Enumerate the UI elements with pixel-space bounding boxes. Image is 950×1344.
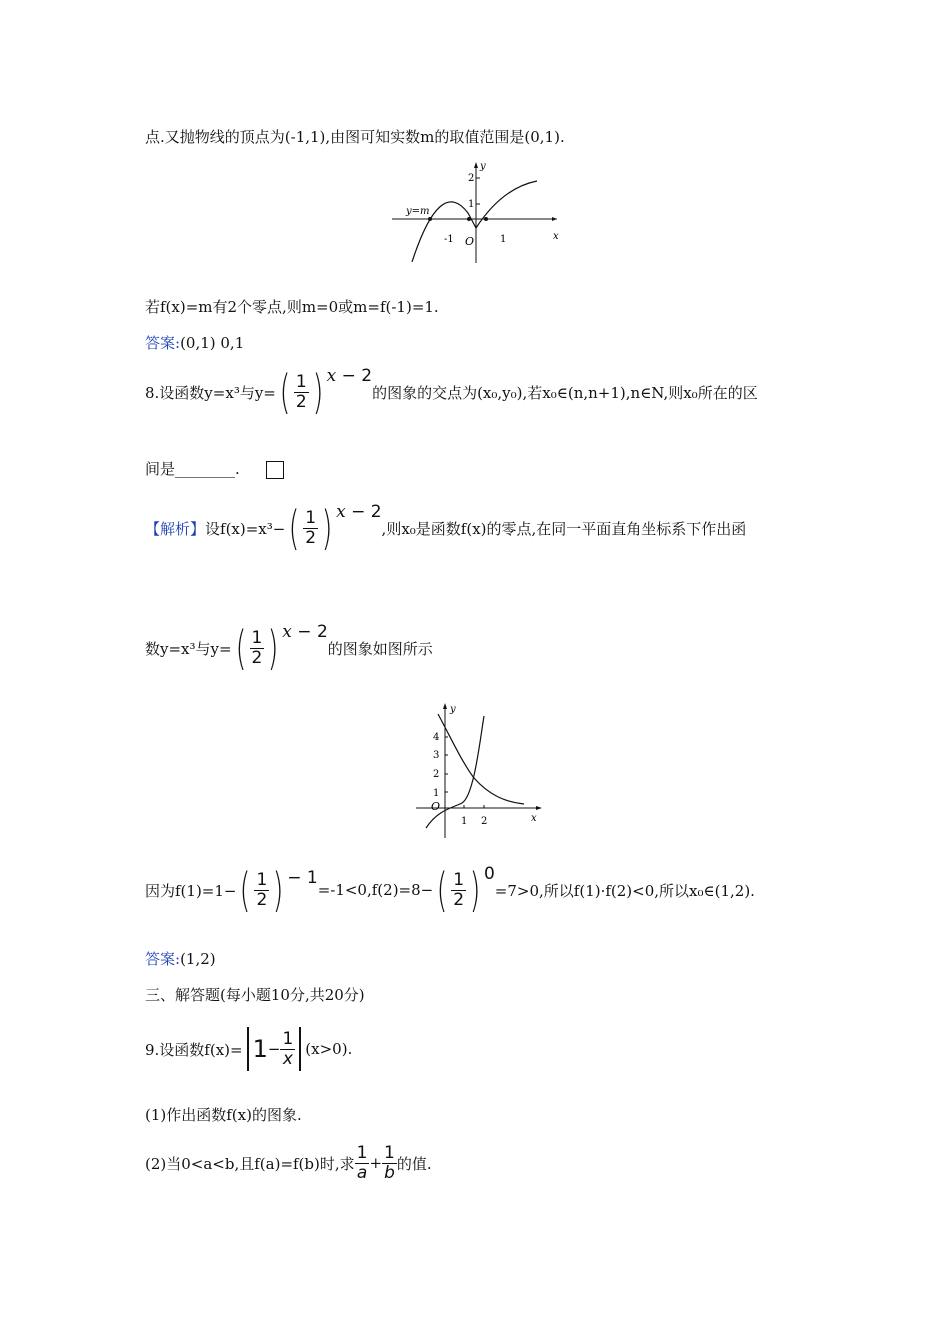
answer-box[interactable] [266, 461, 284, 479]
paragraph-text: 因为f(1)=1− [145, 881, 237, 900]
exponent-variable: x [282, 622, 292, 642]
fraction [254, 869, 269, 910]
answer-value: (0,1) 0,1 [180, 334, 245, 352]
tick-label: 1 [461, 816, 468, 827]
question-text: 9.设函数f(x)= [145, 1040, 243, 1059]
answer-value: (1,2) [180, 950, 216, 968]
text-line [145, 296, 439, 317]
line-label: y=m [406, 206, 430, 217]
section-heading [145, 984, 365, 1005]
paragraph-text: =7>0,所以f(1)·f(2)<0,所以x₀∈(1,2). [494, 881, 755, 900]
fraction-numerator: 1 [356, 1142, 368, 1163]
tick-label: 3 [433, 750, 440, 761]
intersection-point [484, 217, 488, 221]
answer-line [145, 332, 244, 353]
question-text: (1)作出函数f(x)的图象. [145, 1106, 302, 1124]
fraction-denominator: 2 [305, 527, 317, 548]
fraction-numerator: 1 [453, 869, 465, 890]
fraction-1-over-b [382, 1142, 397, 1183]
x-axis-arrow [536, 806, 542, 810]
y-axis-label: y [480, 161, 486, 172]
question-9 [145, 1020, 352, 1078]
text-line [145, 860, 755, 920]
y-axis-arrow [443, 703, 447, 709]
paragraph-text: 点.又抛物线的顶点为(-1,1),由图可知实数m的取值范围是(0,1). [145, 128, 565, 146]
question-blank: 间是________. [145, 460, 240, 478]
exponent [327, 366, 372, 386]
tick-label: 4 [433, 732, 440, 743]
text-line [145, 458, 284, 479]
answer-line [145, 948, 216, 969]
paragraph-text: 数y=x³与y= [145, 639, 232, 658]
tick-label: 1 [468, 199, 475, 210]
y-axis-label: y [450, 704, 456, 715]
tick-label: 1 [433, 788, 440, 799]
paragraph-text: 的图象如图所示 [327, 639, 433, 658]
fraction-1-over-a [355, 1142, 370, 1183]
exponent: 0 [483, 864, 495, 884]
x-axis-label: x [553, 231, 559, 242]
fraction [280, 1028, 295, 1069]
exponent-rest: − 2 [291, 622, 328, 642]
x-axis-arrow [552, 217, 557, 221]
fraction-denominator: 2 [251, 647, 263, 668]
tick-label: 2 [433, 769, 440, 780]
plus-sign: + [369, 1154, 383, 1172]
fraction-denominator: 2 [295, 391, 307, 412]
subquestion-1 [145, 1104, 302, 1125]
exponent-rest: − 2 [345, 502, 382, 522]
section-title: 三、解答题(每小题10分,共20分) [145, 986, 365, 1004]
tick-label: 2 [468, 173, 475, 184]
fraction [250, 627, 265, 668]
curve-exponential [438, 714, 524, 804]
curve-f [412, 181, 537, 262]
half-base: ( $\frac{1}{2}$ ) [279, 365, 324, 419]
half-base: ( $\frac{1}{2}$ ) [436, 863, 481, 917]
fraction-numerator: 1 [251, 627, 263, 648]
analysis-tag: 【解析】 [145, 519, 206, 538]
question-text: (x>0). [305, 1040, 353, 1058]
half-base: ( $\frac{1}{2}$ ) [235, 621, 279, 675]
analysis-line [145, 498, 746, 558]
subquestion-2 [145, 1140, 432, 1186]
exponent-variable: x [336, 502, 346, 522]
analysis-text: ,则x₀是函数f(x)的零点,在同一平面直角坐标系下作出函 [381, 519, 747, 538]
question-text: 8.设函数y=x³与y= [145, 383, 276, 402]
fraction-numerator: 1 [305, 507, 317, 528]
exponent-variable: x [326, 366, 337, 386]
paragraph-text: 若f(x)=m有2个零点,则m=0或m=f(-1)=1. [145, 298, 439, 316]
half-base: ( $\frac{1}{2}$ ) [240, 863, 284, 917]
x-axis-label: x [531, 813, 537, 824]
origin-label: O [465, 235, 475, 248]
fraction-denominator: b [384, 1162, 395, 1183]
question-text: 的图象的交点为(x₀,y₀),若x₀∈(n,n+1),n∈N,则x₀所在的区 [372, 383, 758, 402]
fraction [294, 371, 309, 412]
origin-label: O [431, 800, 441, 813]
tick-label: 1 [500, 234, 507, 245]
fraction-numerator: 1 [282, 1028, 294, 1049]
half-base: ( $\frac{1}{2}$ ) [288, 501, 333, 555]
paragraph-text: =-1<0,f(2)=8− [317, 881, 434, 899]
answer-label: 答案: [145, 950, 181, 968]
tick-label: -1 [444, 234, 454, 245]
text-line [145, 126, 565, 147]
abs-minus: − [267, 1040, 281, 1058]
intersection-point [428, 217, 432, 221]
fraction-numerator: 1 [256, 869, 268, 890]
exponent-rest: − 2 [336, 366, 373, 386]
fraction-numerator: 1 [384, 1142, 395, 1163]
text-line [145, 618, 433, 678]
fraction [451, 869, 466, 910]
exponent [336, 502, 381, 522]
abs-bar-left [247, 1027, 249, 1071]
exponent [282, 622, 327, 642]
graph-parabola-figure [392, 158, 562, 268]
question-text: (2)当0<a<b,且f(a)=f(b)时,求 [145, 1154, 355, 1173]
answer-label: 答案: [145, 334, 181, 352]
fraction-denominator: 2 [256, 889, 268, 910]
fraction-numerator: 1 [295, 371, 307, 392]
exponent: − 1 [287, 868, 318, 888]
fraction-denominator: x [282, 1048, 293, 1069]
question-text: 的值. [396, 1154, 432, 1173]
fraction-denominator: a [356, 1162, 368, 1183]
tick-label: 2 [481, 816, 488, 827]
analysis-text: 设f(x)=x³− [205, 519, 286, 538]
abs-bar-right [299, 1027, 301, 1071]
graph-cubic-exponential-figure [412, 700, 552, 842]
abs-one: 1 [252, 1035, 268, 1063]
fraction-denominator: 2 [453, 889, 465, 910]
intersection-point [467, 217, 471, 221]
question-8 [145, 362, 758, 422]
fraction [303, 507, 318, 548]
absolute-value [243, 1027, 306, 1071]
y-axis-arrow [474, 162, 478, 168]
